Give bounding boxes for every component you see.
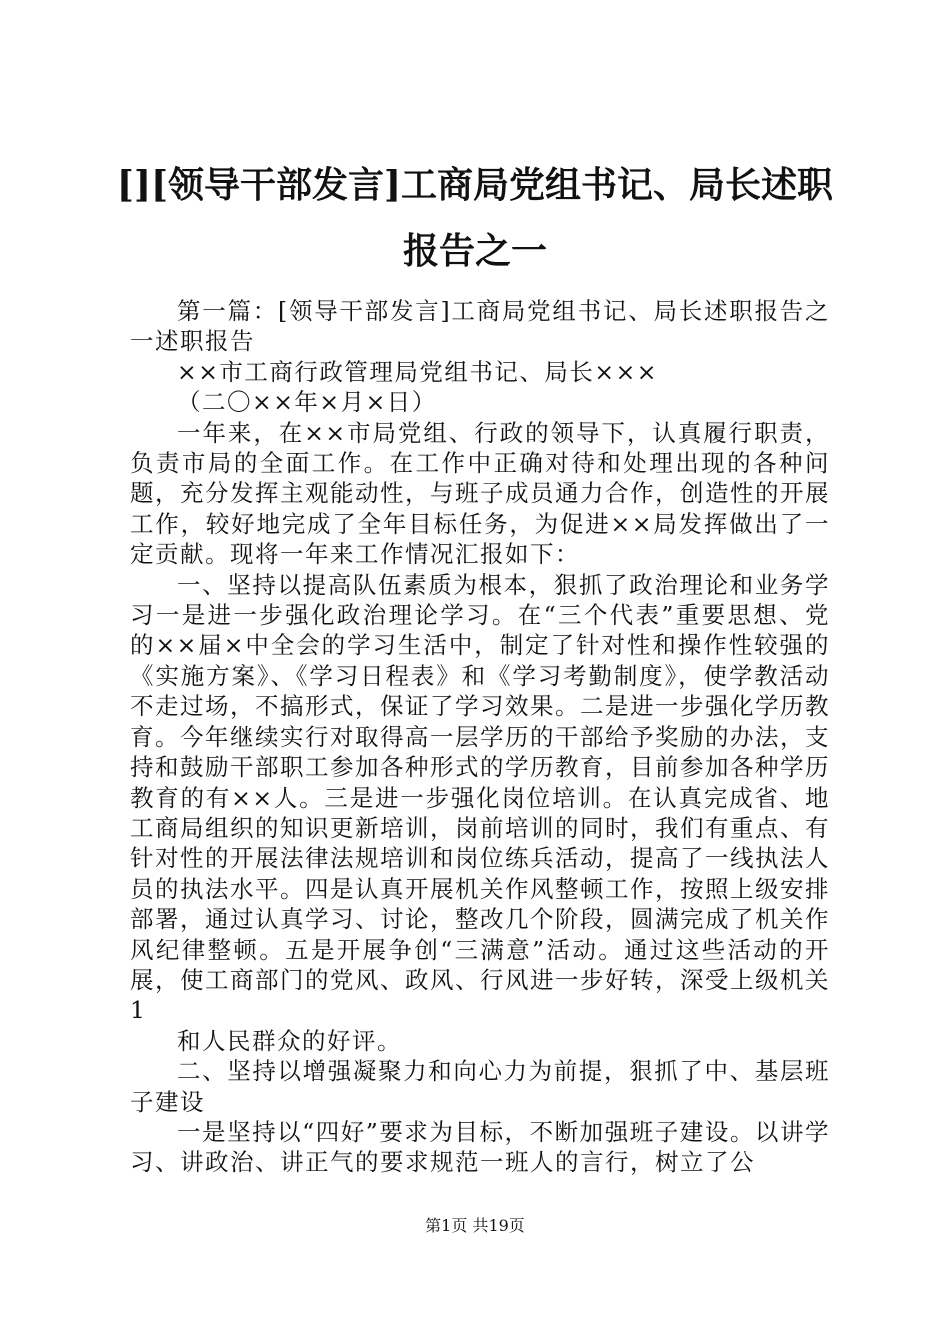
page-number-footer: 第1页 共19页 bbox=[425, 1216, 525, 1235]
paragraph-section-2-body: 一是坚持以“四好”要求为目标，不断加强班子建设。以讲学习、讲政治、讲正气的要求规范一班人的言行，树立了公 bbox=[130, 1117, 830, 1177]
paragraph-heading: 第一篇：[领导干部发言]工商局党组书记、局长述职报告之一述职报告 bbox=[130, 297, 830, 356]
paragraph-section-1: 一、坚持以提高队伍素质为根本，狠抓了政治理论和业务学习一是进一步强化政治理论学习。在“三个代表”重要思想、党的××届×中全会的学习生活中，制定了针对性和操作性较强的《实施方案》、《学习日程表》和《学习考勤制度》，使学教活动不走过场，不搞形式，保证了学习效果。二是进一步强化学历教育。今年继续实行对取得高一层学历的干部给予奖励的办法，支持和鼓励干部职工参加各种形式的学历教育，目前参加各种学历教育的有××人。三是进一步强化岗位培训。在认真完成省、地工商局组织的知识更新培训，岗前培训的同时，我们有重点、有针对性的开展法律法规培训和岗位练兵活动，提高了一线执法人员的执法水平。四是认真开展机关作风整顿工作，按照上级安排部署，通过认真学习、讨论，整改几个阶段，圆满完成了机关作风纪律整顿。五是开展争创“三满意”活动。通过这些活动的开展，使工商部门的党风、政风、行风进一步好转，深受上级机关1 bbox=[130, 570, 830, 1025]
document-body bbox=[130, 296, 830, 1178]
paragraph-continuation: 和人民群众的好评。 bbox=[177, 1026, 402, 1055]
paragraph-author: ××市工商行政管理局党组书记、局长××× bbox=[177, 357, 658, 386]
paragraph-intro: 一年来，在××市局党组、行政的领导下，认真履行职责，负责市局的全面工作。在工作中正确对待和处理出现的各种问题，充分发挥主观能动性，与班子成员通力合作，创造性的开展工作，较好地完成了全年目标任务，为促进××局发挥做出了一定贡献。现将一年来工作情况汇报如下： bbox=[130, 418, 830, 569]
paragraph-date: （二〇××年×月×日） bbox=[177, 388, 437, 417]
document-title-line-1: [][领导干部发言]工商局党组书记、局长述职 bbox=[116, 164, 834, 206]
document-title-line-2: 报告之一 bbox=[402, 230, 547, 272]
paragraph-section-2-heading: 二、坚持以增强凝聚力和向心力为前提，狠抓了中、基层班子建设 bbox=[130, 1057, 830, 1116]
